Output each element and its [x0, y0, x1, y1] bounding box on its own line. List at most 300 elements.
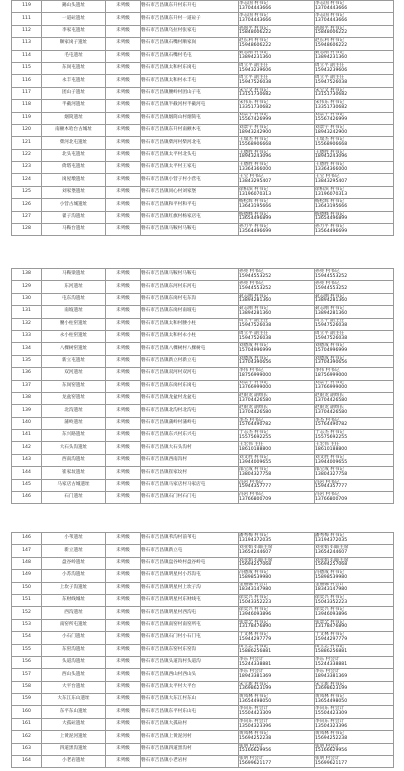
- custodian-contact-cell: [315, 186, 394, 198]
- site-name-cell: 大孤砬遗址: [42, 718, 106, 730]
- contact-text: 周立平 副主任 15947526038: [239, 330, 272, 341]
- table-row: [12, 100, 394, 112]
- custodian-contact-cell: [315, 162, 394, 174]
- protection-level-cell: 未列级: [106, 656, 141, 668]
- custodian-contact-cell: [315, 281, 394, 293]
- contact-text: 徐奕兴 村书记 13946093896: [239, 607, 272, 618]
- custodian-contact-cell: [315, 492, 394, 504]
- contact-text: 赵长利 村书记 15948606222: [315, 38, 348, 48]
- contact-text: 王宏伟 主任 18610188800: [315, 442, 348, 453]
- row-number-cell: 161: [12, 718, 42, 730]
- custodian-contact-cell: [315, 594, 394, 606]
- custodian-contact-cell: [315, 743, 394, 755]
- protection-level-cell: 未列级: [106, 199, 141, 211]
- site-name-cell: 小苇遗址: [42, 533, 106, 545]
- location-cell: 磐石市吉昌镇崔家坟村: [141, 467, 239, 479]
- location-cell: 磐石市吉昌镇明星村西沟屯: [141, 607, 239, 619]
- location-cell: 磐石市吉昌镇蒲岭村蒲岭屯: [141, 417, 239, 429]
- location-cell: 磐石市吉昌镇太平村北头屯: [141, 149, 239, 161]
- contact-text: 金丽娜 村会计 18343147980: [315, 582, 348, 593]
- row-number-cell: 134: [12, 343, 42, 355]
- row-number-cell: 148: [12, 557, 42, 569]
- row-number-cell: 162: [12, 731, 42, 743]
- row-number-cell: 145: [12, 479, 42, 491]
- location-cell: 磐石市吉昌镇龙盆村龙盆屯: [141, 392, 239, 404]
- contact-text: 李志国 村书记 13704443666: [315, 0, 348, 11]
- contact-text: 徐柏滨 村书记 13196070313: [315, 186, 348, 197]
- table-row: [12, 306, 394, 318]
- contact-text: 孙亮 村书记 15944553252: [239, 268, 272, 279]
- custodian-contact-cell: [315, 718, 394, 730]
- location-cell: 磐石市吉昌镇马鞍村马鞍屯: [141, 224, 239, 236]
- protection-level-cell: 未列级: [106, 694, 141, 706]
- owner-contact-cell: [239, 731, 315, 743]
- location-cell: 磐石市吉昌镇小老岩村: [141, 756, 239, 768]
- contact-text: 刘景宇 村书记 18943242900: [315, 124, 348, 135]
- owner-contact-cell: [239, 112, 315, 124]
- contact-text: 聂志刚 村书记 13894281360: [239, 306, 272, 316]
- row-number-cell: 158: [12, 681, 42, 693]
- site-name-cell: 小苏沟遗址: [42, 570, 106, 582]
- owner-contact-cell: [239, 355, 315, 367]
- custodian-contact-cell: [315, 454, 394, 466]
- protection-level-cell: 未列级: [106, 619, 141, 631]
- custodian-contact-cell: [315, 681, 394, 693]
- protection-level-cell: 未列级: [106, 162, 141, 174]
- site-name-cell: 毛屯遗址: [42, 50, 106, 62]
- contact-text: 李向东 村会计 15504423309: [315, 706, 348, 717]
- table-row: [12, 343, 394, 355]
- custodian-contact-cell: [315, 417, 394, 429]
- site-name-cell: 上黄泥河遗址: [42, 731, 106, 743]
- custodian-contact-cell: [315, 731, 394, 743]
- table-row: [12, 405, 394, 417]
- site-name-cell: 南额木哈台古城址: [42, 124, 106, 136]
- contact-text: 黄凤林 村书记 13654498050: [239, 693, 272, 704]
- table-row: [12, 281, 394, 293]
- custodian-contact-cell: [315, 405, 394, 417]
- contact-text: 李杰 村书记 15764490782: [315, 417, 348, 428]
- location-cell: 磐石市吉昌镇西山村西山头: [141, 669, 239, 681]
- table-row: [12, 756, 394, 768]
- site-name-cell: 西南沟遗址: [42, 454, 106, 466]
- custodian-contact-cell: [315, 607, 394, 619]
- custodian-contact-cell: [315, 430, 394, 442]
- site-name-cell: 东财线城址: [42, 594, 106, 606]
- protection-level-cell: 未列级: [106, 479, 141, 491]
- contact-text: 聂志刚 村书记 13894281360: [239, 293, 272, 304]
- protection-level-cell: 未列级: [106, 669, 141, 681]
- contact-text: 聂志刚 村书记 13894231360: [315, 50, 348, 61]
- location-cell: 磐石市吉昌镇马鞍村马鞍屯: [141, 269, 239, 281]
- contact-text: 李志国 村书记 13704443666: [239, 0, 272, 11]
- location-cell: 磐石市吉昌镇太平村王家屯: [141, 162, 239, 174]
- contact-text: 刘文胜 村书记 13944009655: [239, 454, 272, 465]
- custodian-contact-cell: [315, 570, 394, 582]
- contact-text: 赵长利 村书记 15948606222: [239, 38, 272, 48]
- owner-contact-cell: [239, 570, 315, 582]
- contact-text: 李东 村会计 15244338881: [239, 656, 272, 667]
- table-row: [12, 669, 394, 681]
- location-cell: 磐石市吉昌镇红旗村杨家店屯: [141, 211, 239, 223]
- table-row: [12, 607, 394, 619]
- location-cell: 磐石市吉昌镇东升村东升屯: [141, 1, 239, 13]
- protection-level-cell: 未列级: [106, 112, 141, 124]
- protection-level-cell: 未列级: [106, 430, 141, 442]
- owner-contact-cell: [239, 25, 315, 37]
- table-row: [12, 718, 394, 730]
- site-name-cell: 东岗屯遗址: [42, 62, 106, 74]
- contact-text: 王瑞杰 村书记 15568906668: [315, 137, 348, 147]
- protection-level-cell: 未列级: [106, 100, 141, 112]
- table-row: [12, 38, 394, 50]
- row-number-cell: 123: [12, 162, 42, 174]
- table-row: [12, 430, 394, 442]
- table-row: [12, 619, 394, 631]
- contact-text: 赵银龙 副组长 13704426580: [315, 392, 348, 403]
- contact-text: 冯岩 村书记 15944357777: [315, 479, 348, 490]
- owner-contact-cell: [239, 607, 315, 619]
- contact-text: 黄凤林 村书记 15694252238: [315, 731, 348, 741]
- contact-text: 于文林 村书记 15944297779: [239, 632, 272, 642]
- contact-text: 徐奕兴 村书记 15043352223: [239, 594, 272, 605]
- location-cell: 磐石市吉昌镇盘谷岭村盘谷岭屯: [141, 557, 239, 569]
- location-cell: 磐石市吉昌镇东平村东山屯: [141, 706, 239, 718]
- contact-text: 刘亚娟 妇联主席 13654244607: [239, 545, 273, 556]
- custodian-contact-cell: [315, 199, 394, 211]
- location-cell: 磐石市吉昌镇明星村上坎子沟: [141, 582, 239, 594]
- table-row: [12, 545, 394, 557]
- contact-text: 李东 村会计 18943381369: [315, 669, 348, 679]
- site-name-cell: 龙盆窑遗址: [42, 392, 106, 404]
- table-row: [12, 582, 394, 594]
- location-cell: 磐石市吉昌镇太和村永小柱: [141, 330, 239, 342]
- row-number-cell: 113: [12, 38, 42, 50]
- table-row: [12, 112, 394, 124]
- contact-text: 刘德成 村书记 15704996999: [239, 343, 272, 354]
- owner-contact-cell: [239, 330, 315, 342]
- site-name-cell: 倚塔屯遗址: [42, 162, 106, 174]
- location-cell: 磐石市吉昌镇太和村腰小柱: [141, 318, 239, 330]
- contact-text: 杨德峰 村书记 13654496899: [239, 211, 272, 222]
- owner-contact-cell: [239, 619, 315, 631]
- protection-level-cell: 未列级: [106, 442, 141, 454]
- protection-level-cell: 未列级: [106, 13, 141, 25]
- row-number-cell: 114: [12, 50, 42, 62]
- contact-text: 张景全 村书记 13178476890: [315, 619, 348, 630]
- row-number-cell: 157: [12, 669, 42, 681]
- contact-text: 徐奕兴 村书记 15043352223: [315, 594, 348, 605]
- location-cell: 磐石市吉昌镇半截河村半截河屯: [141, 100, 239, 112]
- location-cell: 磐石市吉昌镇腰岭村团山子屯: [141, 87, 239, 99]
- contact-text: 孙亮 村书记 15944553252: [315, 281, 348, 292]
- row-number-cell: 121: [12, 137, 42, 149]
- protection-level-cell: 未列级: [106, 681, 141, 693]
- contact-text: 刘景宇 村书记 13766999000: [239, 380, 272, 391]
- site-name-cell: 半截河遗址: [42, 100, 106, 112]
- contact-text: 周立平 副主任 15947526038: [315, 330, 348, 341]
- site-name-cell: 新立遗址: [42, 545, 106, 557]
- contact-text: 王德胜 村书记 13364366000: [315, 161, 348, 172]
- row-number-cell: 159: [12, 694, 42, 706]
- table-row: [12, 644, 394, 656]
- protection-level-cell: 未列级: [106, 75, 141, 87]
- site-name-cell: 蒲岭遗址: [42, 417, 106, 429]
- table-row: [12, 211, 394, 223]
- site-name-cell: 一道砬遗址: [42, 13, 106, 25]
- custodian-contact-cell: [315, 87, 394, 99]
- protection-level-cell: 未列级: [106, 355, 141, 367]
- custodian-contact-cell: [315, 706, 394, 718]
- location-cell: 磐石市吉昌镇头道沟村头道沟: [141, 656, 239, 668]
- custodian-contact-cell: [315, 533, 394, 545]
- row-number-cell: 147: [12, 545, 42, 557]
- site-name-cell: 大平台遗址: [42, 681, 106, 693]
- row-number-cell: 120: [12, 124, 42, 136]
- contact-text: 周立平 副主任 15943239606: [315, 62, 348, 73]
- site-name-cell: 东平东山遗址: [42, 706, 106, 718]
- owner-contact-cell: [239, 479, 315, 491]
- table-row: [12, 681, 394, 693]
- owner-contact-cell: [239, 656, 315, 668]
- site-name-cell: 南坡遗址: [42, 306, 106, 318]
- custodian-contact-cell: [315, 442, 394, 454]
- contact-text: 张明 村会计 15166629956: [239, 743, 272, 754]
- protection-level-cell: 未列级: [106, 644, 141, 656]
- contact-text: 王宏伟 主任 18610188800: [239, 442, 272, 453]
- location-cell: 磐石市吉昌镇东窑村东窑沟: [141, 644, 239, 656]
- row-number-cell: 149: [12, 570, 42, 582]
- protection-level-cell: 未列级: [106, 149, 141, 161]
- owner-contact-cell: [239, 632, 315, 644]
- row-number-cell: 140: [12, 417, 42, 429]
- contact-text: 聂志刚 村书记 13894231360: [239, 50, 272, 61]
- location-cell: 磐石市吉昌镇东岗村南坡屯: [141, 306, 239, 318]
- row-number-cell: 152: [12, 607, 42, 619]
- table-row: [12, 199, 394, 211]
- row-number-cell: 117: [12, 87, 42, 99]
- table-row: [12, 162, 394, 174]
- site-name-cell: 永小柱窑遗址: [42, 330, 106, 342]
- contact-text: 刘景宇 村书记 13766999000: [315, 380, 348, 391]
- site-name-cell: 大东江东山遗址: [42, 694, 106, 706]
- row-number-cell: 136: [12, 368, 42, 380]
- location-cell: 磐石市吉昌镇东岗村东岗屯: [141, 380, 239, 392]
- row-number-cell: 119: [12, 112, 42, 124]
- contact-text: 张明 村会计 15699621177: [315, 755, 348, 766]
- site-name-cell: 西沟遗址: [42, 607, 106, 619]
- row-number-cell: 135: [12, 355, 42, 367]
- table-row: [12, 533, 394, 545]
- owner-contact-cell: [239, 87, 315, 99]
- owner-contact-cell: [239, 199, 315, 211]
- location-cell: 磐石市吉昌镇东升村一道砬子: [141, 13, 239, 25]
- location-cell: 磐石市吉昌镇石门村石门屯: [141, 492, 239, 504]
- custodian-contact-cell: [315, 306, 394, 318]
- custodian-contact-cell: [315, 368, 394, 380]
- site-name-cell: 崔家坟遗址: [42, 467, 106, 479]
- custodian-contact-cell: [315, 149, 394, 161]
- custodian-contact-cell: [315, 619, 394, 631]
- table-row: [12, 50, 394, 62]
- owner-contact-cell: [239, 417, 315, 429]
- row-number-cell: 128: [12, 224, 42, 236]
- custodian-contact-cell: [315, 112, 394, 124]
- protection-level-cell: 未列级: [106, 293, 141, 305]
- protection-level-cell: 未列级: [106, 174, 141, 186]
- owner-contact-cell: [239, 13, 315, 25]
- table-row: [12, 124, 394, 136]
- protection-level-cell: 未列级: [106, 224, 141, 236]
- owner-contact-cell: [239, 718, 315, 730]
- contact-text: 刘景宇 村书记 15567426999: [315, 112, 348, 123]
- table-row: [12, 25, 394, 37]
- site-name-cell: 小老岩遗址: [42, 756, 106, 768]
- row-number-cell: 115: [12, 62, 42, 74]
- custodian-contact-cell: [315, 211, 394, 223]
- contact-text: 黄凤林 村书记 15694252238: [239, 731, 272, 741]
- protection-level-cell: 未列级: [106, 87, 141, 99]
- owner-contact-cell: [239, 100, 315, 112]
- contact-text: 张景全 村书记 13178476890: [239, 619, 272, 630]
- site-name-cell: 北头屯遗址: [42, 149, 106, 161]
- owner-contact-cell: [239, 681, 315, 693]
- contact-text: 徐柏滨 村书记 13196070313: [239, 186, 272, 197]
- contact-text: 杨松辉 村书记 13643195666: [239, 199, 272, 209]
- custodian-contact-cell: [315, 582, 394, 594]
- owner-contact-cell: [239, 224, 315, 236]
- location-cell: 磐石市吉昌镇石嘴村顺家岗: [141, 38, 239, 50]
- contact-text: 潘秀梅 村书记 13194372035: [315, 532, 348, 543]
- owner-contact-cell: [239, 756, 315, 768]
- contact-text: 李向东 村会计 15504423309: [239, 706, 272, 717]
- contact-text: 冯德成 村书记 15898539980: [239, 570, 272, 580]
- protection-level-cell: 未列级: [106, 545, 141, 557]
- contact-text: 王德胜 村书记 13364366000: [239, 161, 272, 172]
- row-number-cell: 138: [12, 392, 42, 404]
- site-name-cell: 双河遗址: [42, 368, 106, 380]
- site-name-cell: 西山头遗址: [42, 669, 106, 681]
- contact-text: 李志国 村书记 13704443666: [239, 13, 272, 24]
- custodian-contact-cell: [315, 100, 394, 112]
- protection-level-cell: 未列级: [106, 281, 141, 293]
- contact-text: 于文林 村书记 15944297779: [315, 632, 348, 642]
- location-cell: 磐石市吉昌镇石门村小石门屯: [141, 632, 239, 644]
- owner-contact-cell: [239, 137, 315, 149]
- location-cell: 磐石市吉昌镇北沟村北沟屯: [141, 405, 239, 417]
- owner-contact-cell: [239, 430, 315, 442]
- table-row: [12, 380, 394, 392]
- site-name-cell: 腰小柱窑遗址: [42, 318, 106, 330]
- contact-text: 邵宝成 村书记 13804327758: [315, 467, 348, 477]
- owner-contact-cell: [239, 38, 315, 50]
- table-row: [12, 137, 394, 149]
- location-cell: 磐石市吉昌镇东河村东河屯: [141, 281, 239, 293]
- site-name-cell: 錫山头遗址: [42, 1, 106, 13]
- contact-text: 刘德成 村书记 15704996999: [315, 343, 348, 354]
- custodian-contact-cell: [315, 13, 394, 25]
- custodian-contact-cell: [315, 380, 394, 392]
- custodian-contact-cell: [315, 318, 394, 330]
- contact-text: 杨松辉 村书记 13643195666: [315, 199, 348, 209]
- owner-contact-cell: [239, 582, 315, 594]
- contact-text: 刘亚娟 妇联主席 15694257068: [315, 557, 349, 568]
- location-cell: 磐石市吉昌镇苇沟村前苇屯: [141, 533, 239, 545]
- contact-text: 王宝 村书记 13843295407: [315, 174, 348, 185]
- location-cell: 磐石市吉昌镇小营子村小营屯: [141, 174, 239, 186]
- contact-text: 张明 村会计 15699621177: [239, 755, 272, 766]
- contact-text: 赵银龙 副组长 13704426580: [239, 405, 272, 415]
- table-row: [12, 355, 394, 367]
- protection-level-cell: 未列级: [106, 368, 141, 380]
- contact-text: 金丽娜 村会计 18343147980: [239, 582, 272, 593]
- protection-level-cell: 未列级: [106, 706, 141, 718]
- row-number-cell: 125: [12, 186, 42, 198]
- contact-text: 黄凤林 村书记 13654498050: [315, 693, 348, 704]
- owner-contact-cell: [239, 211, 315, 223]
- contact-text: 冯德成 村书记 15898539980: [315, 570, 348, 580]
- contact-text: 于志杰 村书记 15575692255: [315, 429, 348, 440]
- protection-level-cell: 未列级: [106, 330, 141, 342]
- location-cell: 磐石市吉昌镇大孤砬村: [141, 718, 239, 730]
- protection-level-cell: 未列级: [106, 632, 141, 644]
- site-name-cell: 八棵树窑遗址: [42, 343, 106, 355]
- site-name-cell: 团山子遗址: [42, 87, 106, 99]
- protection-level-cell: 未列级: [106, 533, 141, 545]
- protection-level-cell: 未列级: [106, 62, 141, 74]
- contact-text: 刘德成 村书记 13704390656: [315, 355, 348, 366]
- protection-level-cell: 未列级: [106, 405, 141, 417]
- contact-text: 周立平 副主任 15947526038: [315, 75, 348, 86]
- site-name-cell: 东河遗址: [42, 281, 106, 293]
- site-name-cell: 屯东沟遗址: [42, 293, 106, 305]
- table-row: [12, 417, 394, 429]
- site-name-cell: 盘谷岭遗址: [42, 557, 106, 569]
- site-name-cell: 北沟遗址: [42, 405, 106, 417]
- table-row: [12, 454, 394, 466]
- row-number-cell: 137: [12, 380, 42, 392]
- row-number-cell: 142: [12, 442, 42, 454]
- location-cell: 磐石市吉昌镇新立屯: [141, 545, 239, 557]
- contact-text: 王德胜 村书记 18943243096: [315, 149, 348, 160]
- table-row: [12, 87, 394, 99]
- site-name-cell: 刘家堡遗址: [42, 186, 106, 198]
- table-row: [12, 392, 394, 404]
- custodian-contact-cell: [315, 124, 394, 136]
- custodian-contact-cell: [315, 38, 394, 50]
- site-name-cell: 马鞍台遗址: [42, 224, 106, 236]
- protection-level-cell: 未列级: [106, 454, 141, 466]
- location-cell: 磐石市吉昌镇双河村双河屯: [141, 368, 239, 380]
- owner-contact-cell: [239, 368, 315, 380]
- table-row: [12, 706, 394, 718]
- protection-level-cell: 未列级: [106, 50, 141, 62]
- row-number-cell: 164: [12, 756, 42, 768]
- protection-level-cell: 未列级: [106, 269, 141, 281]
- owner-contact-cell: [239, 454, 315, 466]
- table-row: [12, 330, 394, 342]
- owner-contact-cell: [239, 149, 315, 161]
- table-row: [12, 62, 394, 74]
- contact-text: 王德胜 村书记 18943243096: [239, 149, 272, 160]
- location-cell: 磐石市吉昌镇大石头沟村: [141, 442, 239, 454]
- contact-text: 刘景宇 村书记 18943242900: [239, 124, 272, 135]
- protection-level-cell: 未列级: [106, 570, 141, 582]
- contact-text: 刘景宇 村书记 15567426999: [239, 112, 272, 123]
- protection-level-cell: 未列级: [106, 731, 141, 743]
- contact-text: 周立平 副主任 15947526038: [239, 75, 272, 86]
- location-cell: 磐石市吉昌镇太和村永丰屯: [141, 75, 239, 87]
